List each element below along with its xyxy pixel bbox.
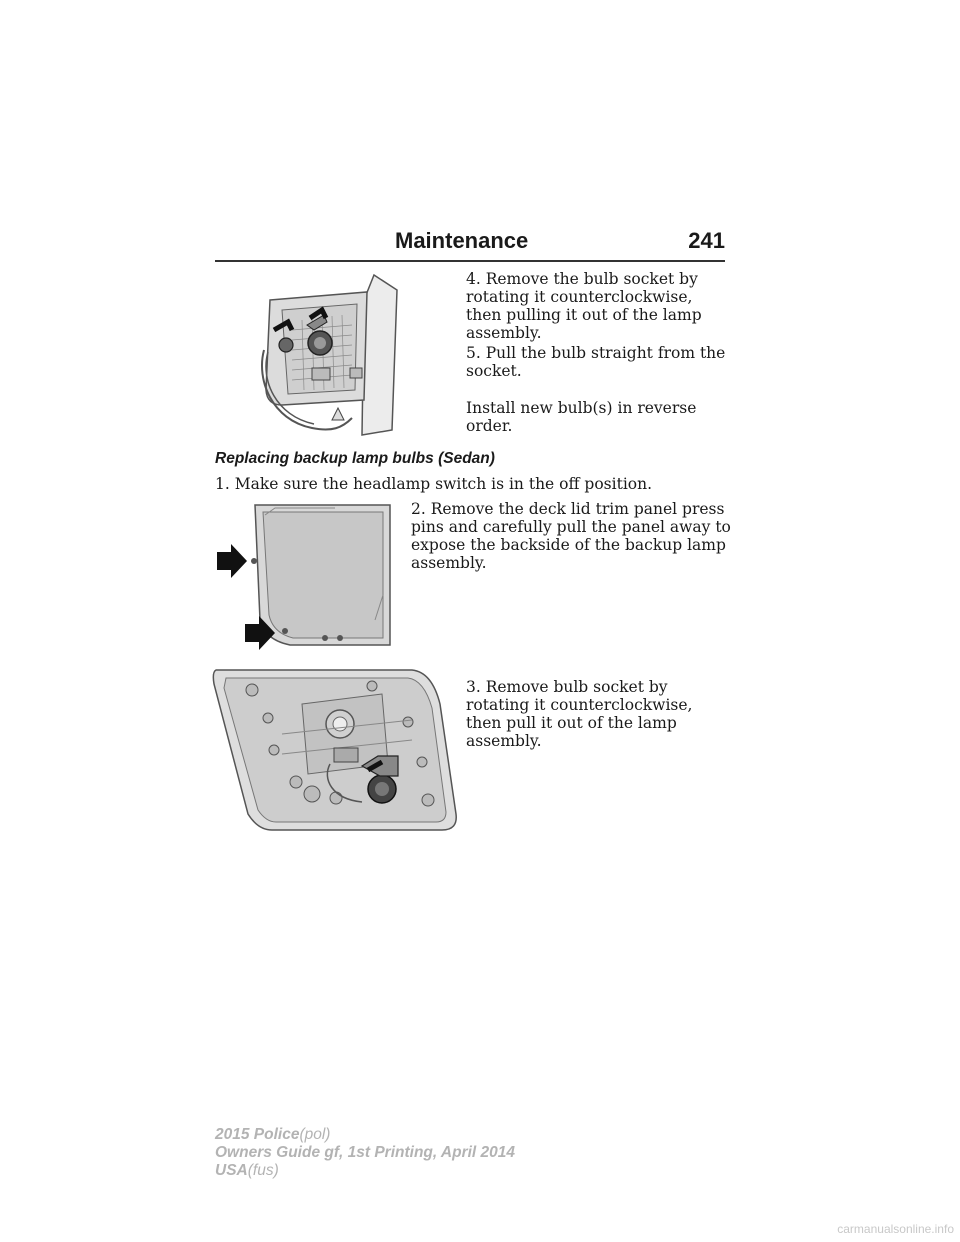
footer-line-1 (215, 1126, 515, 1144)
arrow-icon (217, 544, 247, 578)
page-footer (215, 1126, 515, 1180)
footer-market-code: (fus) (247, 1162, 279, 1179)
deck-lid-trim-panel-illustration (215, 500, 405, 650)
tail-lamp-socket-illustration (252, 270, 402, 445)
backup-lamp-assembly-illustration (212, 664, 460, 834)
footer-market: USA (215, 1162, 248, 1179)
section-title: Maintenance (395, 228, 529, 253)
footer-model: 2015 Police (215, 1126, 300, 1143)
step-5-text: 5. Pull the bulb straight from the socket. (466, 344, 726, 380)
step-1-text: 1. Make sure the headlamp switch is in the off position. (215, 475, 653, 493)
footer-line-3 (215, 1162, 515, 1180)
install-note-text: Install new bulb(s) in reverse order. (466, 399, 697, 435)
step-3-text: 3. Remove bulb socket by rotating it counterclockwise, then pull it out of the lamp assembly. (466, 678, 693, 750)
page-number: 241 (688, 228, 725, 253)
step-2-text: 2. Remove the deck lid trim panel press pins and carefully pull the panel away to expose the backside of the backup lamp assembly. (411, 500, 731, 572)
header-rule (215, 260, 725, 262)
section-heading: Replacing backup lamp bulbs (Sedan) (215, 450, 495, 467)
watermark: carmanualsonline.info (837, 1222, 954, 1236)
footer-model-code: (pol) (299, 1126, 331, 1143)
page-header (395, 228, 725, 258)
step-4-text: 4. Remove the bulb socket by rotating it counterclockwise, then pulling it out of the lamp assembly. (466, 270, 702, 342)
footer-line-2: Owners Guide gf, 1st Printing, April 2014 (215, 1144, 516, 1161)
